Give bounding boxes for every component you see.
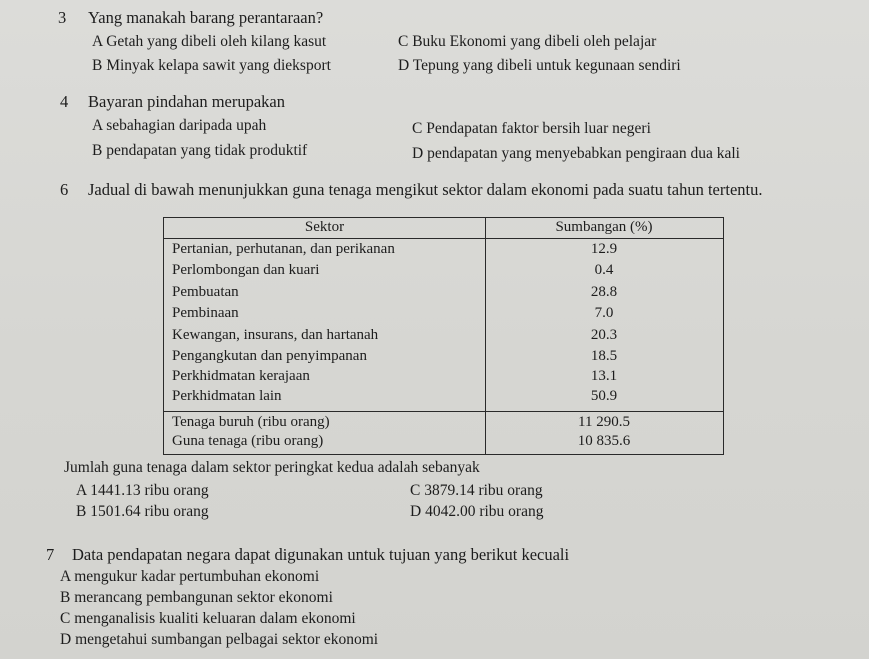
- q6-prompt: Jumlah guna tenaga dalam sektor peringkat kedua adalah sebanyak: [64, 459, 480, 476]
- q7-option-b: B merancang pembangunan sektor ekonomi: [60, 589, 333, 606]
- q7-option-c: C menganalisis kualiti keluaran dalam ekonomi: [60, 610, 356, 627]
- q4-option-d: D pendapatan yang menyebabkan pengiraan dua kali: [412, 145, 740, 162]
- table-row-value: 7.0: [594, 305, 614, 321]
- q6-option-c: C 3879.14 ribu orang: [410, 482, 543, 499]
- employment-table: [163, 217, 724, 455]
- q6-option-b: B 1501.64 ribu orang: [76, 503, 209, 520]
- q6-option-a: A 1441.13 ribu orang: [76, 482, 209, 499]
- table-row-value: 12.9: [590, 241, 618, 257]
- table-row-value: 28.8: [590, 284, 618, 300]
- q7-option-a: A mengukur kadar pertumbuhan ekonomi: [60, 568, 320, 585]
- q3-option-d: D Tepung yang dibeli untuk kegunaan sendiri: [398, 57, 681, 74]
- table-row-value: 50.9: [590, 388, 618, 404]
- table-header-divider: [164, 238, 723, 239]
- table-row-sector: Pembinaan: [172, 305, 239, 321]
- q4-option-a: A sebahagian daripada upah: [92, 117, 267, 134]
- q4-question: Bayaran pindahan merupakan: [88, 92, 286, 111]
- q3-option-c: C Buku Ekonomi yang dibeli oleh pelajar: [398, 33, 657, 50]
- table-header-sector: Sektor: [304, 219, 345, 235]
- table-row-sector: Pertanian, perhutanan, dan perikanan: [172, 241, 395, 257]
- table-summary-value: 10 835.6: [577, 433, 631, 449]
- q6-number: 6: [60, 180, 69, 199]
- q4-option-c: C Pendapatan faktor bersih luar negeri: [412, 120, 651, 137]
- q4-number: 4: [60, 92, 69, 111]
- table-row-sector: Pengangkutan dan penyimpanan: [172, 348, 367, 364]
- q6-option-d: D 4042.00 ribu orang: [410, 503, 544, 520]
- table-summary-divider: [164, 411, 723, 412]
- table-row-value: 0.4: [594, 262, 614, 278]
- table-summary-label: Guna tenaga (ribu orang): [172, 433, 324, 449]
- q7-option-d: D mengetahui sumbangan pelbagai sektor ekonomi: [60, 631, 379, 648]
- table-row-value: 13.1: [590, 368, 618, 384]
- q3-number: 3: [58, 8, 67, 27]
- table-row-value: 18.5: [590, 348, 618, 364]
- table-summary-label: Tenaga buruh (ribu orang): [172, 414, 330, 430]
- q7-question: Data pendapatan negara dapat digunakan untuk tujuan yang berikut kecuali: [72, 545, 570, 564]
- table-row-sector: Pembuatan: [172, 284, 239, 300]
- table-row-sector: Kewangan, insurans, dan hartanah: [172, 327, 379, 343]
- q3-option-a: A Getah yang dibeli oleh kilang kasut: [92, 33, 327, 50]
- q3-question: Yang manakah barang perantaraan?: [88, 8, 324, 27]
- table-summary-value: 11 290.5: [578, 414, 630, 430]
- q6-question: Jadual di bawah menunjukkan guna tenaga mengikut sektor dalam ekonomi pada suatu tahun tertentu.: [88, 180, 763, 199]
- table-row-sector: Perlombongan dan kuari: [172, 262, 320, 278]
- q4-option-b: B pendapatan yang tidak produktif: [92, 142, 308, 159]
- table-row-sector: Perkhidmatan kerajaan: [172, 368, 310, 384]
- q3-option-b: B Minyak kelapa sawit yang dieksport: [92, 57, 331, 74]
- table-header-contribution: Sumbangan (%): [555, 219, 653, 235]
- table-row-sector: Perkhidmatan lain: [172, 388, 282, 404]
- q7-number: 7: [46, 545, 55, 564]
- table-row-value: 20.3: [590, 327, 618, 343]
